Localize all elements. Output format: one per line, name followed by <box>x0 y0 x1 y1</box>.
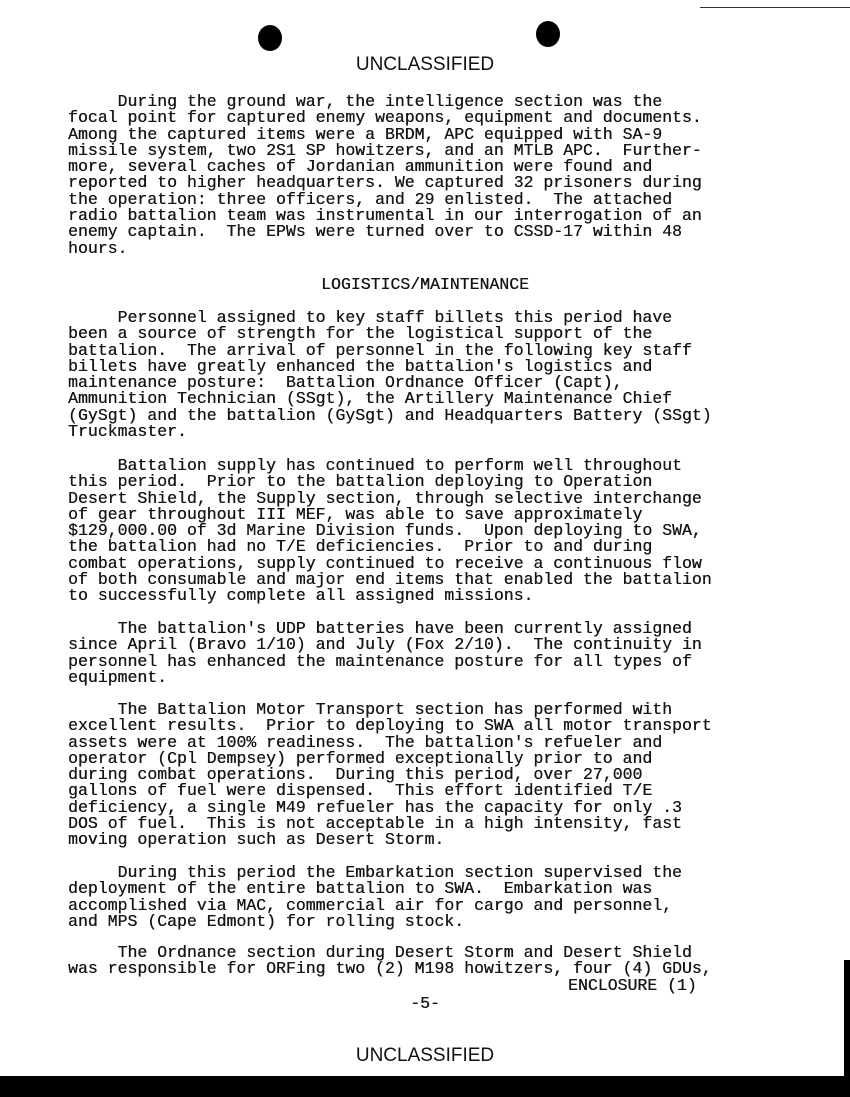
section-heading: LOGISTICS/MAINTENANCE <box>321 275 529 294</box>
page-number: -5- <box>410 994 440 1013</box>
paragraph-udp: The battalion's UDP batteries have been currently assigned since April (Bravo 1/10) and July (Fox 2/10). The continuity in personnel has enhanced the maintenance posture for all types of equipment. <box>68 619 702 687</box>
scan-edge-line <box>700 7 850 8</box>
punch-hole-right <box>536 21 560 47</box>
paragraph-intelligence: During the ground war, the intelligence section was the focal point for captured enemy weapons, equipment and documents. Among the captured items were a BRDM, APC equipped with SA-9 missile system, two 2S1 SP howitzers, and an MTLB APC. Further- more, several caches of Jordanian ammunition were found and reported to higher headquarters. We captured 32 prisoners during the operation: three officers, and 29 enlisted. The attached radio battalion team was instrumental in our interrogation of an enemy captain. The EPWs were turned over to CSSD-17 within 48 hours. <box>68 92 702 258</box>
paragraph-ordnance: The Ordnance section during Desert Storm and Desert Shield was responsible for ORFing two (2) M198 howitzers, four (4) GDUs, <box>68 943 712 979</box>
paragraph-personnel: Personnel assigned to key staff billets this period have been a source of strength for the logistical support of the battalion. The arrival of personnel in the following key staff billets have greatly enhanced the battalion's logistics and maintenance posture: Battalion Ordnance Officer (Capt), Ammunition Technician (SSgt), the Artillery Maintenance Chief (GySgt) and the battalion (GySgt) and Headquarters Battery (SSgt) Truckmaster. <box>68 308 712 442</box>
paragraph-embarkation: During this period the Embarkation section supervised the deployment of the entire battalion to SWA. Embarkation was accomplished via MAC, commercial air for cargo and personnel, and MPS (Cape Edmont) for rolling stock. <box>68 863 682 931</box>
footer-classification: UNCLASSIFIED <box>355 1045 495 1066</box>
scan-right-edge <box>844 960 850 1080</box>
scan-bottom-bar <box>0 1076 850 1097</box>
header-classification: UNCLASSIFIED <box>355 54 495 75</box>
enclosure-label: ENCLOSURE (1) <box>568 976 697 995</box>
punch-hole-left <box>258 25 282 51</box>
paragraph-motor-transport: The Battalion Motor Transport section has performed with excellent results. Prior to deploying to SWA all motor transport assets were at 100% readiness. The battalion's refueler and operator (Cpl Dempsey) performed exceptionally prior to and during combat operations. During this period, over 27,000 gallons of fuel were dispensed. This effort identified T/E deficiency, a single M49 refueler has the capacity for only .3 DOS of fuel. This is not acceptable in a high intensity, fast moving operation such as Desert Storm. <box>68 700 712 850</box>
paragraph-supply: Battalion supply has continued to perform well throughout this period. Prior to the battalion deploying to Operation Desert Shield, the Supply section, through selective interchange of gear throughout III MEF, was able to save approximately $129,000.00 of 3d Marine Division funds. Upon deploying to SWA, the battalion had no T/E deficiencies. Prior to and during combat operations, supply continued to receive a continuous flow of both consumable and major end items that enabled the battalion to successfully complete all assigned missions. <box>68 456 712 606</box>
